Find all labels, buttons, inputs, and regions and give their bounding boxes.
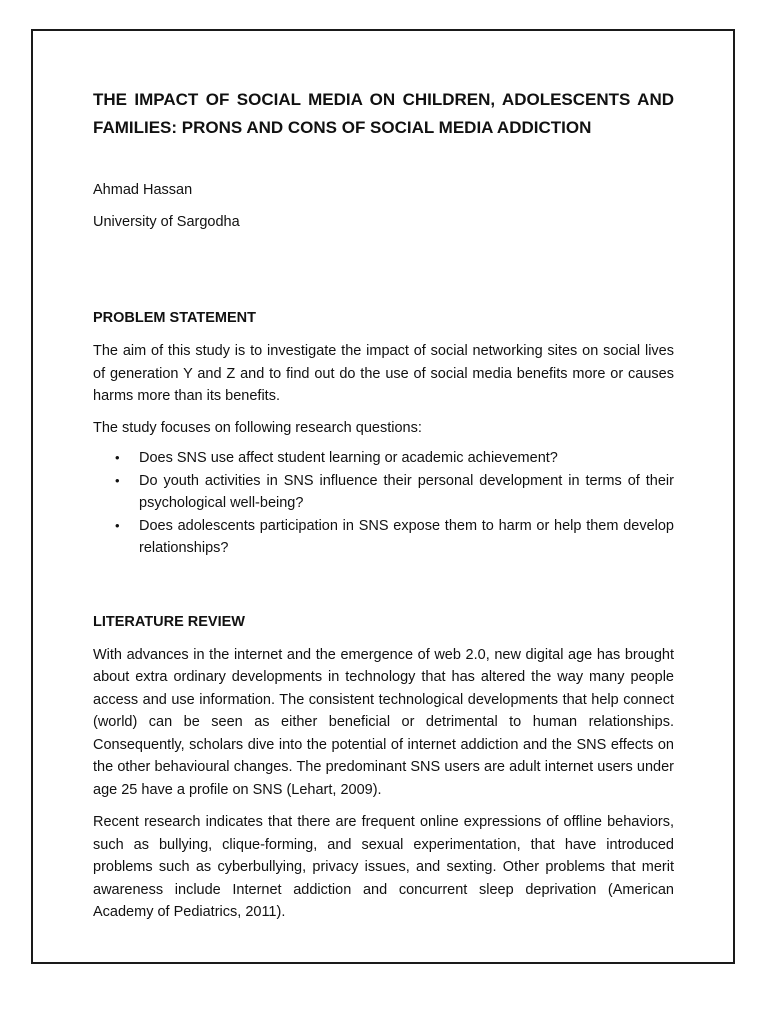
list-item: [93, 470, 674, 515]
problem-statement-paragraph: The aim of this study is to investigate the impact of social networking sites on social lives of generation Y and Z and to find out do the use of social media benefits more or causes harms more than its benefits.: [93, 343, 674, 404]
literature-review-heading: LITERATURE REVIEW: [93, 613, 245, 630]
title-line-1: THE IMPACT OF SOCIAL MEDIA ON CHILDREN, ADOLESCENTS AND: [93, 90, 674, 109]
author-affiliation: University of Sargodha: [93, 214, 240, 230]
author-name: Ahmad Hassan: [93, 182, 193, 198]
document-body: [93, 86, 674, 924]
research-question-3: Does adolescents participation in SNS expose them to harm or help them develop relationships?: [139, 517, 674, 556]
bullet-icon: •: [115, 472, 120, 488]
bullet-icon: •: [115, 517, 120, 533]
problem-statement-heading: PROBLEM STATEMENT: [93, 310, 256, 326]
list-item: [93, 447, 674, 470]
literature-review-paragraph-1: With advances in the internet and the emergence of web 2.0, new digital age has brought about extra ordinary developments in technology that has altered the way many people access and use information. The consistent technological developments that help connect (world) can be seen as either beneficial or detrimental to human relationships. Consequently, scholars dive into the potential of internet addiction and the SNS effects on the other behavioural changes. The predominant SNS users are adult internet users under age 25 have a profile on SNS (Lehart, 2009).: [93, 646, 674, 798]
research-question-1: Does SNS use affect student learning or academic achievement?: [139, 450, 558, 466]
research-questions-intro: The study focuses on following research questions:: [93, 419, 422, 436]
research-questions-list: [93, 447, 674, 560]
document-title: [93, 86, 674, 142]
list-item: [93, 515, 674, 560]
title-line-2: FAMILIES: PRONS AND CONS OF SOCIAL MEDIA ADDICTION: [93, 118, 592, 137]
research-question-2: Do youth activities in SNS influence their personal development in terms of their psychological well-being?: [139, 472, 674, 511]
literature-review-paragraph-2: Recent research indicates that there are frequent online expressions of offline behaviors, such as bullying, clique-forming, and sexual experimentation, that have introduced problems such as cyberbullying, privacy issues, and sexting. Other problems that merit awareness include Internet addiction and concurrent sleep deprivation (American Academy of Pediatrics, 2011).: [93, 814, 674, 920]
bullet-icon: •: [115, 450, 120, 465]
